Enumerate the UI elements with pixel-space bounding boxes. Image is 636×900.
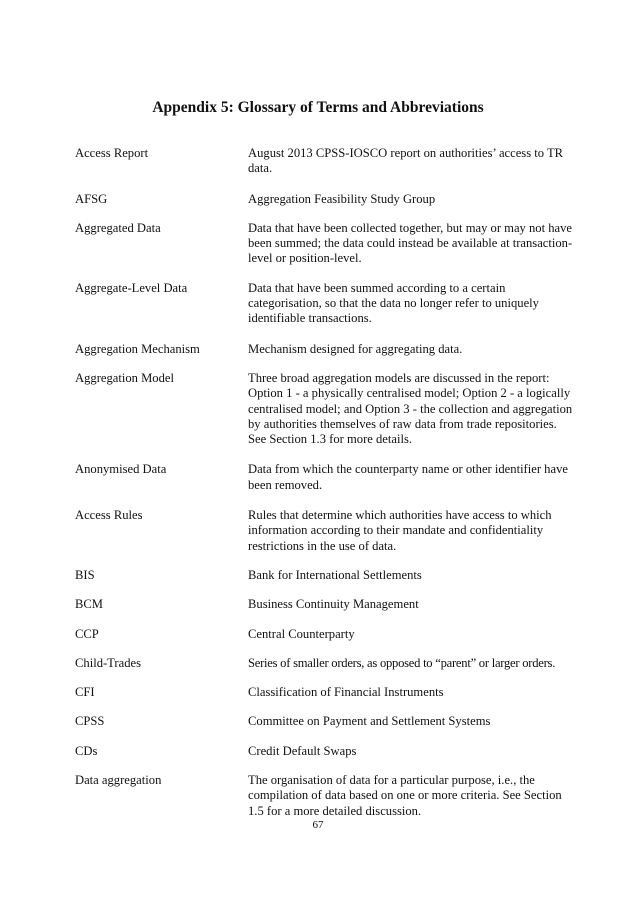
glossary-term: CPSS <box>75 714 105 729</box>
glossary-entry <box>75 627 575 642</box>
glossary-entry <box>75 568 575 583</box>
glossary-definition: Committee on Payment and Settlement Systems <box>248 714 491 729</box>
glossary-definition: Classification of Financial Instruments <box>248 685 444 700</box>
glossary-term: Aggregate-Level Data <box>75 280 188 295</box>
glossary-term: Access Rules <box>75 508 143 523</box>
glossary-entry <box>75 508 575 554</box>
glossary-term: BCM <box>75 597 103 612</box>
glossary-entry <box>75 685 575 700</box>
glossary-definition: Credit Default Swaps <box>248 743 357 758</box>
glossary-definition: Data that have been summed according to a certain categorisation, so that the data no longer refer to uniquely identifiable transactions. <box>248 280 539 326</box>
glossary-definition: Data that have been collected together, but may or may not have been summed; the data could instead be available at transaction-level or position-level. <box>248 220 573 266</box>
glossary-entry <box>75 597 575 612</box>
glossary-term: Aggregation Model <box>75 370 174 385</box>
glossary-term: AFSG <box>75 191 108 206</box>
page-number: 67 <box>312 819 324 831</box>
glossary-entry <box>75 281 575 327</box>
glossary-term: CDs <box>75 743 98 758</box>
glossary-entry <box>75 773 575 819</box>
glossary-definition: Series of smaller orders, as opposed to “parent” or larger orders. <box>248 655 556 670</box>
page-title: Appendix 5: Glossary of Terms and Abbreviations <box>152 99 484 116</box>
glossary-term: BIS <box>75 567 95 582</box>
glossary-definition: Mechanism designed for aggregating data. <box>248 341 463 356</box>
glossary-definition: Central Counterparty <box>248 626 355 641</box>
glossary-term: CFI <box>75 685 95 700</box>
glossary-term: Access Report <box>75 146 149 160</box>
glossary-entry <box>75 371 575 447</box>
glossary-term: Child-Trades <box>75 655 142 670</box>
glossary-entry <box>75 192 575 207</box>
glossary-definition: Three broad aggregation models are discussed in the report: Option 1 - a physically centralised model; Option 2 - a logically centralised model; and Option 3 - the collection and aggregation by authorities themselves of raw data from trade repositories. See Section 1.3 for more details. <box>248 370 573 447</box>
glossary-definition: Data from which the counterparty name or other identifier have been removed. <box>248 462 568 492</box>
glossary-definition: The organisation of data for a particular purpose, i.e., the compilation of data based on one or more criteria. See Section 1.5 for a more detailed discussion. <box>248 773 562 818</box>
glossary-term: Aggregated Data <box>75 220 161 235</box>
glossary-definition: Business Continuity Management <box>248 597 419 612</box>
glossary-definition: August 2013 CPSS-IOSCO report on authorities’ access to TR data. <box>248 146 564 176</box>
glossary-definition: Rules that determine which authorities have access to which information according to their mandate and confidentiality restrictions in the use of data. <box>248 508 552 553</box>
glossary-entry <box>75 714 575 729</box>
glossary-entry <box>75 146 575 177</box>
glossary-term: Aggregation Mechanism <box>75 341 200 356</box>
glossary-entry <box>75 342 575 357</box>
glossary-term: Data aggregation <box>75 773 162 788</box>
glossary-entry <box>75 744 575 759</box>
glossary-term: Anonymised Data <box>75 462 167 477</box>
glossary-list <box>75 146 575 819</box>
glossary-entry <box>75 221 575 267</box>
glossary-definition: Aggregation Feasibility Study Group <box>248 191 436 206</box>
glossary-entry <box>75 656 575 671</box>
glossary-entry <box>75 462 575 493</box>
glossary-definition: Bank for International Settlements <box>248 567 422 582</box>
glossary-term: CCP <box>75 626 99 641</box>
